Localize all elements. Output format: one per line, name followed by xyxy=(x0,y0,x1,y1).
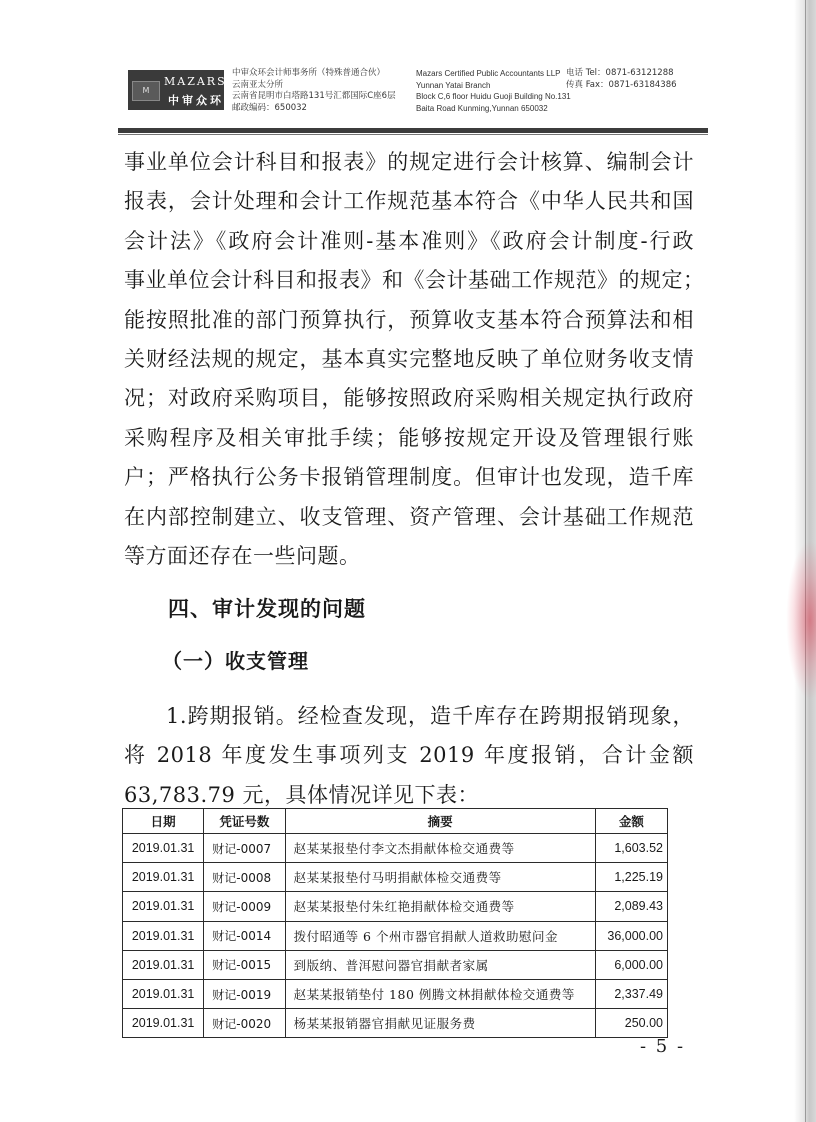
postcode-cn: 邮政编码：650032 xyxy=(232,102,307,113)
text-line: 关财经法规的规定，基本真实完整地反映了单位财务收支情 xyxy=(124,347,694,372)
cell-summary: 赵某某报垫付马明捐献体检交通费等 xyxy=(285,863,595,892)
cell-summary: 拨付昭通等 6 个州市器官捐献人道救助慰问金 xyxy=(285,921,595,950)
text-line: 户；严格执行公务卡报销管理制度。但审计也发现，造千库 xyxy=(124,465,694,490)
fax-number: 传真 Fax：0871-63184386 xyxy=(566,79,677,90)
text-line: 将 2018 年度发生事项列支 2019 年度报销，合计金额 xyxy=(124,743,694,768)
cell-amount: 2,089.43 xyxy=(595,892,667,921)
mazars-logo xyxy=(128,70,227,110)
branch-name-en: Yunnan Yatai Branch xyxy=(416,80,491,90)
header-voucher-no: 凭证号数 xyxy=(204,809,285,834)
paragraph-cross-period xyxy=(124,697,694,815)
cell-voucher: 财记-0007 xyxy=(204,834,285,863)
text-line: 事业单位会计科目和报表》的规定进行会计核算、编制会计 xyxy=(124,150,694,174)
cell-summary: 赵某某报垫付朱红艳捐献体检交通费等 xyxy=(285,892,595,921)
cell-amount: 6,000.00 xyxy=(595,950,667,979)
cell-date: 2019.01.31 xyxy=(123,863,204,892)
section-heading: 四、审计发现的问题 xyxy=(168,597,366,621)
cell-date: 2019.01.31 xyxy=(123,1009,204,1038)
firm-address-cn xyxy=(232,68,396,114)
table-row xyxy=(123,892,668,921)
cell-date: 2019.01.31 xyxy=(123,950,204,979)
cell-amount: 250.00 xyxy=(595,1009,667,1038)
firm-name-cn: 中审众环会计师事务所（特殊普通合伙） xyxy=(232,68,386,78)
table-header-row xyxy=(123,809,668,834)
cell-amount: 2,337.49 xyxy=(595,979,667,1008)
header-date: 日期 xyxy=(123,809,204,834)
cell-voucher: 财记-0008 xyxy=(204,863,285,892)
cell-amount: 1,603.52 xyxy=(595,834,667,863)
text-line: 能按照批准的部门预算执行，预算收支基本符合预算法和相 xyxy=(124,307,694,332)
phone-number: 电话 Tel：0871-63121288 xyxy=(566,68,674,78)
text-line: 会计法》《政府会计准则-基本准则》《政府会计制度-行政 xyxy=(124,228,694,253)
table-row xyxy=(123,950,668,979)
text-line: 报表，会计处理和会计工作规范基本符合《中华人民共和国 xyxy=(124,189,694,214)
table-row xyxy=(123,863,668,892)
cell-voucher: 财记-0019 xyxy=(204,979,285,1008)
letterhead xyxy=(128,60,708,138)
logo-chinese-text: 中审众环 xyxy=(168,94,224,107)
firm-contact xyxy=(566,68,677,91)
cell-summary: 杨某某报销器官捐献见证服务费 xyxy=(285,1009,595,1038)
branch-name-cn: 云南亚太分所 xyxy=(232,79,284,90)
paragraph-audit-opinion xyxy=(124,143,705,576)
cell-voucher: 财记-0009 xyxy=(204,892,285,921)
red-seal-fragment xyxy=(786,540,816,700)
cell-summary: 到版纳、普洱慰问器官捐献者家属 xyxy=(285,950,595,979)
subsection-heading: （一）收支管理 xyxy=(162,649,309,673)
header-rule xyxy=(118,128,708,133)
cell-voucher: 财记-0020 xyxy=(204,1009,285,1038)
table-row xyxy=(123,1009,668,1038)
address-cn: 云南省昆明市白塔路131号汇都国际C座6层 xyxy=(232,91,396,101)
firm-address-en xyxy=(416,68,571,114)
address-en-line2: Baita Road Kunming,Yunnan 650032 xyxy=(416,103,548,113)
logo-english-text: MAZARS xyxy=(164,75,227,88)
cell-summary: 赵某某报销垫付 180 例腾文林捐献体检交通费等 xyxy=(285,979,595,1008)
cell-date: 2019.01.31 xyxy=(123,979,204,1008)
text-line: 63,783.79 元，具体情况详见下表： xyxy=(124,782,480,807)
text-line: 况；对政府采购项目，能够按照政府采购相关规定执行政府 xyxy=(124,386,694,411)
text-line: 采购程序及相关审批手续；能够按规定开设及管理银行账 xyxy=(124,425,694,450)
text-line: 等方面还存在一些问题。 xyxy=(124,544,361,569)
logo-mark-icon: M xyxy=(132,81,160,101)
page-number: - 5 - xyxy=(640,1036,686,1057)
text-line: 事业单位会计科目和报表》和《会计基础工作规范》的规定； xyxy=(124,268,705,293)
header-summary: 摘要 xyxy=(285,809,595,834)
cell-voucher: 财记-0014 xyxy=(204,921,285,950)
cell-amount: 1,225.19 xyxy=(595,863,667,892)
expense-table xyxy=(122,808,668,1038)
header-rule-thin xyxy=(118,134,708,135)
address-en-line1: Block C,6 floor Huidu Guoji Building No.131 xyxy=(416,92,571,101)
text-line: 1.跨期报销。经检查发现，造千库存在跨期报销现象， xyxy=(166,704,694,728)
cell-date: 2019.01.31 xyxy=(123,921,204,950)
table-row xyxy=(123,834,668,863)
cell-amount: 36,000.00 xyxy=(595,921,667,950)
text-line: 在内部控制建立、收支管理、资产管理、会计基础工作规范 xyxy=(124,504,694,529)
table-row xyxy=(123,921,668,950)
firm-name-en: Mazars Certified Public Accountants LLP xyxy=(416,69,561,78)
cell-voucher: 财记-0015 xyxy=(204,950,285,979)
cell-summary: 赵某某报垫付李文杰捐献体检交通费等 xyxy=(285,834,595,863)
cell-date: 2019.01.31 xyxy=(123,892,204,921)
cell-date: 2019.01.31 xyxy=(123,834,204,863)
header-amount: 金额 xyxy=(595,809,667,834)
table-row xyxy=(123,979,668,1008)
